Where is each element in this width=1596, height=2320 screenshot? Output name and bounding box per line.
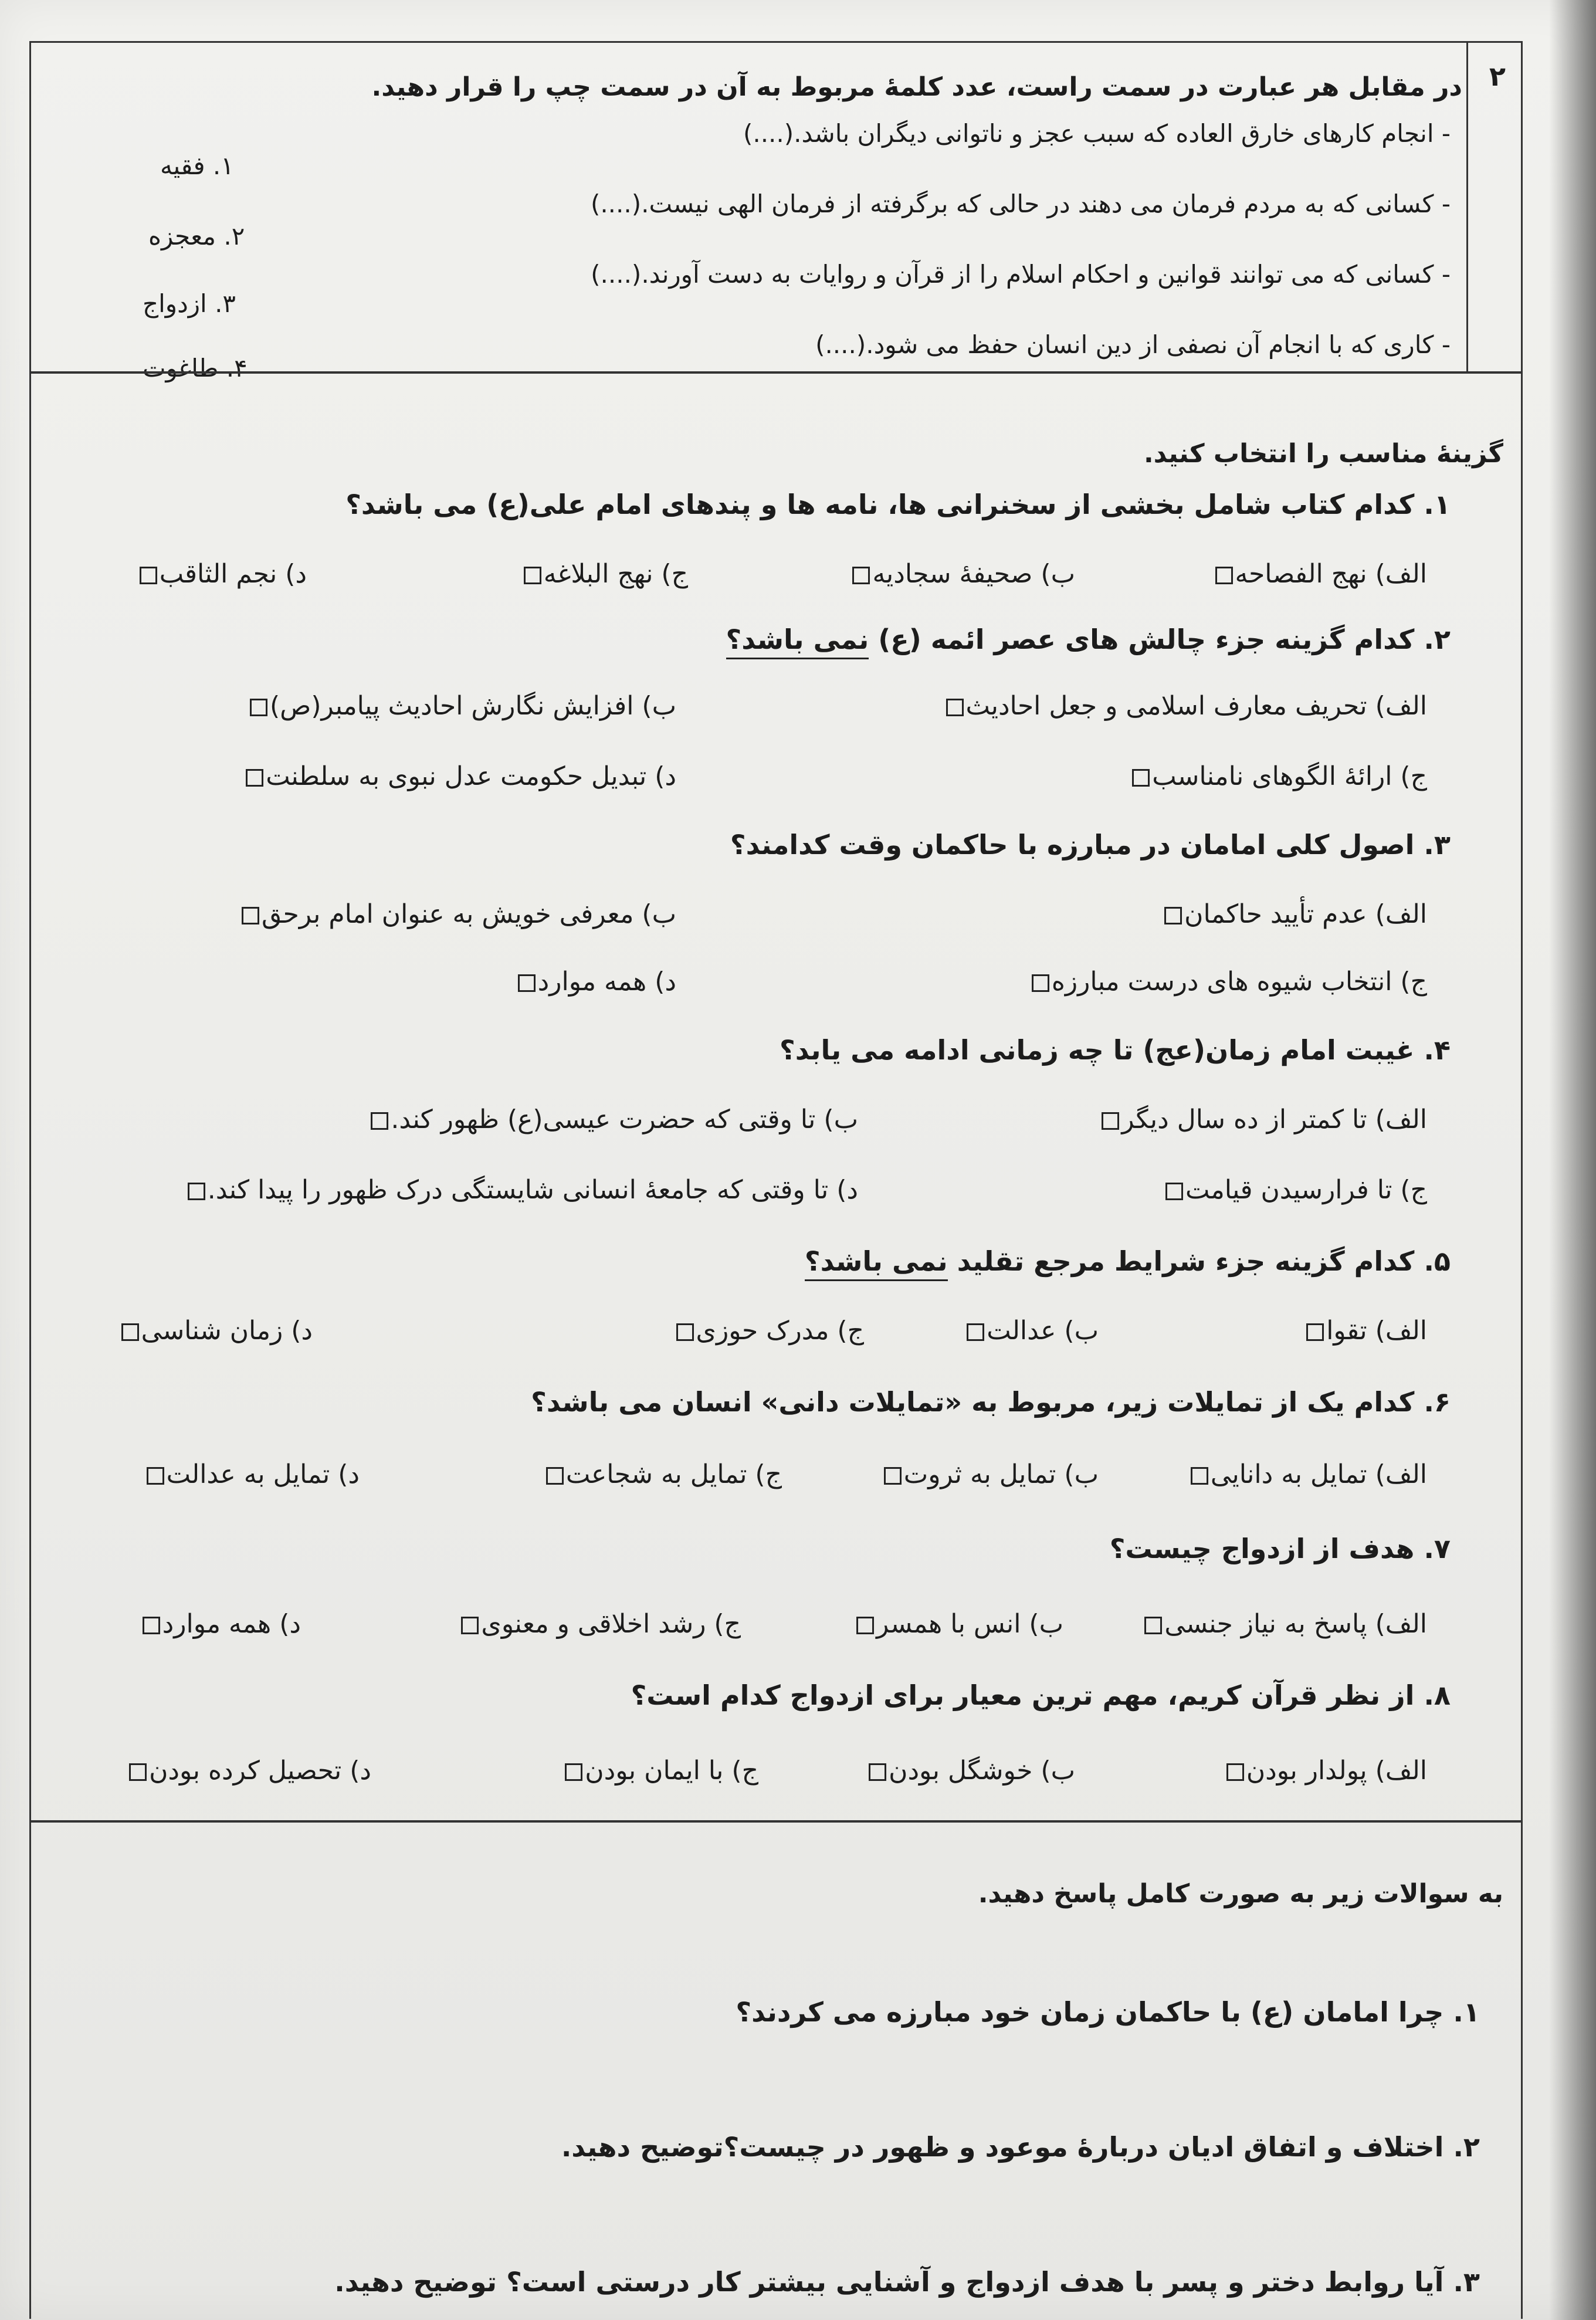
checkbox-icon[interactable] <box>1102 1112 1119 1130</box>
matching-statement: - کسانی که می توانند قوانین و احکام اسلام را از قرآن و روایات به دست آورند.(....) <box>591 260 1451 289</box>
mc-option[interactable]: الف) تمایل به دانایی <box>1188 1459 1427 1489</box>
checkbox-icon[interactable] <box>1164 907 1182 924</box>
section-number: ۲ <box>1489 60 1506 92</box>
mc-option[interactable]: ج) ارائهٔ الگوهای نامناسب <box>1130 761 1427 791</box>
checkbox-icon[interactable] <box>250 699 267 716</box>
mc-option[interactable]: د) همه موارد <box>516 967 676 997</box>
mc-question-text: ۱. کدام کتاب شامل بخشی از سخنرانی ها، نامه ها و پندهای امام علی(ع) می باشد؟ <box>345 489 1451 520</box>
mc-option[interactable]: الف) تقوا <box>1304 1316 1427 1346</box>
mc-option[interactable]: الف) پولدار بودن <box>1224 1756 1427 1786</box>
matching-option: ۳. ازدواج <box>143 289 236 318</box>
mc-question-text: ۲. کدام گزینه جزء چالش های عصر ائمه (ع) نمی باشد؟ <box>726 624 1451 655</box>
checkbox-icon[interactable] <box>565 1763 582 1781</box>
mc-option[interactable]: د) نجم الثاقب <box>137 559 307 589</box>
mc-option[interactable]: ج) مدرک حوزی <box>674 1316 864 1346</box>
mc-option[interactable]: ب) صحیفهٔ سجادیه <box>850 559 1075 589</box>
descriptive-question: ۳. آیا روابط دختر و پسر با هدف ازدواج و آشنایی بیشتر کار درستی است؟ توضیح دهید. <box>334 2266 1480 2298</box>
mc-option[interactable]: الف) نهج الفصاحه <box>1213 559 1428 589</box>
mc-option[interactable]: ب) خوشگل بودن <box>866 1756 1075 1786</box>
checkbox-icon[interactable] <box>1165 1183 1183 1200</box>
mc-option[interactable]: ج) تا فرارسیدن قیامت <box>1163 1175 1427 1205</box>
mc-instruction: گزینهٔ مناسب را انتخاب کنید. <box>1143 439 1503 469</box>
checkbox-icon[interactable] <box>967 1323 984 1341</box>
checkbox-icon[interactable] <box>143 1617 160 1634</box>
checkbox-icon[interactable] <box>371 1112 388 1130</box>
matching-statement: - کسانی که به مردم فرمان می دهند در حالی که برگرفته از فرمان الهی نیست.(....) <box>590 189 1451 218</box>
descriptive-section <box>43 1820 1503 2313</box>
negation-underline: نمی باشد؟ <box>805 1245 948 1281</box>
checkbox-icon[interactable] <box>524 567 541 584</box>
checkbox-icon[interactable] <box>852 567 870 584</box>
checkbox-icon[interactable] <box>546 1467 564 1485</box>
mc-option[interactable]: ب) افزایش نگارش احادیث پیامبر(ص) <box>248 691 676 721</box>
checkbox-icon[interactable] <box>1144 1617 1162 1634</box>
matching-option: ۴. طاغوت <box>143 354 248 382</box>
mc-option[interactable]: ب) معرفی خویش به عنوان امام برحق <box>239 899 676 929</box>
mc-option[interactable]: د) همه موارد <box>140 1609 301 1639</box>
mc-option[interactable]: د) تمایل به عدالت <box>144 1459 360 1489</box>
mc-option[interactable]: الف) تا کمتر از ده سال دیگر <box>1099 1105 1427 1134</box>
checkbox-icon[interactable] <box>1191 1467 1208 1485</box>
matching-statement: - کاری که با انجام آن نصفی از دین انسان حفظ می شود.(....) <box>815 330 1451 359</box>
mc-option[interactable]: ج) نهج البلاغه <box>521 559 688 589</box>
section-number-column <box>1466 43 1521 371</box>
mc-option[interactable]: د) تبدیل حکومت عدل نبوی به سلطنت <box>243 761 676 791</box>
mc-option[interactable]: الف) عدم تأیید حاکمان <box>1162 899 1427 929</box>
checkbox-icon[interactable] <box>461 1617 479 1634</box>
checkbox-icon[interactable] <box>518 974 536 992</box>
checkbox-icon[interactable] <box>121 1323 139 1341</box>
mc-option[interactable]: ب) تا وقتی که حضرت عیسی(ع) ظهور کند. <box>368 1105 858 1134</box>
checkbox-icon[interactable] <box>246 769 263 787</box>
mc-option[interactable]: ب) انس با همسر <box>854 1609 1063 1639</box>
checkbox-icon[interactable] <box>147 1467 164 1485</box>
checkbox-icon[interactable] <box>946 699 964 716</box>
mc-question-text: ۴. غیبت امام زمان(عج) تا چه زمانی ادامه می یابد؟ <box>780 1034 1451 1066</box>
mc-option[interactable]: الف) پاسخ به نیاز جنسی <box>1142 1609 1427 1639</box>
mc-question-text: ۸. از نظر قرآن کریم، مهم ترین معیار برای ازدواج کدام است؟ <box>631 1679 1451 1711</box>
scan-edge-shadow <box>1549 0 1596 2320</box>
descriptive-instruction: به سوالات زیر به صورت کامل پاسخ دهید. <box>978 1879 1503 1909</box>
checkbox-icon[interactable] <box>1215 567 1233 584</box>
matching-statement: - انجام کارهای خارق العاده که سبب عجز و ناتوانی دیگران باشد.(....) <box>743 119 1451 148</box>
mc-option[interactable]: ج) رشد اخلاقی و معنوی <box>459 1609 741 1639</box>
matching-option: ۱. فقیه <box>160 151 234 180</box>
checkbox-icon[interactable] <box>129 1763 147 1781</box>
checkbox-icon[interactable] <box>1032 974 1049 992</box>
descriptive-question: ۲. اختلاف و اتفاق ادیان دربارهٔ موعود و ظهور در چیست؟توضیح دهید. <box>561 2131 1480 2163</box>
checkbox-icon[interactable] <box>676 1323 694 1341</box>
matching-option: ۲. معجزه <box>148 222 245 250</box>
descriptive-question: ۱. چرا امامان (ع) با حاکمان زمان خود مبارزه می کردند؟ <box>736 1996 1480 2028</box>
mc-option[interactable]: ج) انتخاب شیوه های درست مبارزه <box>1029 967 1427 997</box>
multiple-choice-section <box>43 371 1503 1861</box>
mc-option[interactable]: ج) با ایمان بودن <box>563 1756 758 1786</box>
checkbox-icon[interactable] <box>856 1617 874 1634</box>
matching-section <box>43 43 1462 382</box>
mc-option[interactable]: الف) تحریف معارف اسلامی و جعل احادیث <box>944 691 1428 721</box>
checkbox-icon[interactable] <box>140 567 157 584</box>
checkbox-icon[interactable] <box>884 1467 902 1485</box>
checkbox-icon[interactable] <box>1226 1763 1244 1781</box>
mc-question-text: ۳. اصول کلی امامان در مبارزه با حاکمان وقت کدامند؟ <box>730 829 1451 861</box>
checkbox-icon[interactable] <box>1306 1323 1324 1341</box>
mc-option[interactable]: د) تحصیل کرده بودن <box>127 1756 371 1786</box>
mc-option[interactable]: ب) تمایل به ثروت <box>882 1459 1099 1489</box>
checkbox-icon[interactable] <box>188 1183 205 1200</box>
mc-question-text: ۷. هدف از ازدواج چیست؟ <box>1109 1533 1451 1564</box>
mc-option[interactable]: ج) تمایل به شجاعت <box>544 1459 782 1489</box>
exam-frame <box>29 41 1523 2319</box>
checkbox-icon[interactable] <box>242 907 259 924</box>
checkbox-icon[interactable] <box>869 1763 886 1781</box>
mc-option[interactable]: د) تا وقتی که جامعهٔ انسانی شایستگی درک ظهور را پیدا کند. <box>185 1175 858 1205</box>
matching-instruction: در مقابل هر عبارت در سمت راست، عدد کلمهٔ مربوط به آن در سمت چپ را قرار دهید. <box>371 72 1462 102</box>
mc-option[interactable]: ب) عدالت <box>964 1316 1099 1346</box>
negation-underline: نمی باشد؟ <box>726 624 869 659</box>
mc-question-text: ۵. کدام گزینه جزء شرایط مرجع تقلید نمی باشد؟ <box>805 1245 1451 1277</box>
checkbox-icon[interactable] <box>1132 769 1150 787</box>
mc-question-text: ۶. کدام یک از تمایلات زیر، مربوط به «تمایلات دانی» انسان می باشد؟ <box>531 1386 1451 1418</box>
mc-option[interactable]: د) زمان شناسی <box>119 1316 313 1346</box>
